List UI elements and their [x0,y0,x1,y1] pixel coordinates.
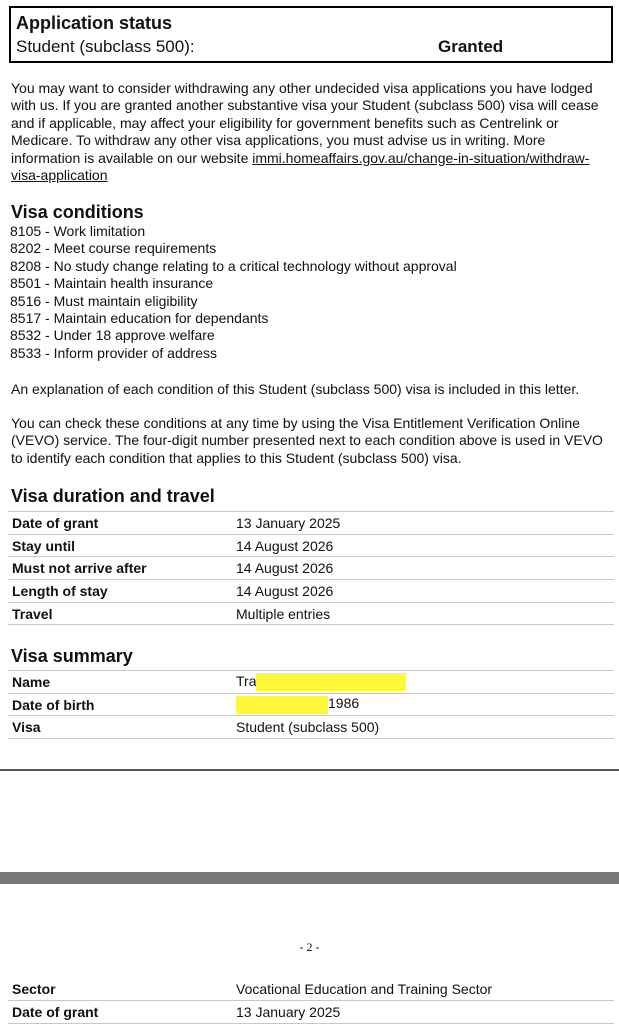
table-row [8,671,614,694]
table-row [8,534,614,557]
withdraw-paragraph [11,80,611,184]
condition-item: 8533 - Inform provider of address [10,344,217,361]
name-label: Name [8,671,232,694]
dob-value [232,693,614,716]
table-row [8,693,614,716]
row-label: Sector [8,978,232,1001]
vevo-paragraph: You can check these conditions at any time by using the Visa Entitlement Verification Online (VEVO) service. The four-digit number presented next to each condition above is used in VEVO to identify each condition that applies to this Student (subclass 500) visa. [11,415,603,466]
row-label: Stay until [8,534,232,557]
condition-item: 8516 - Must maintain eligibility [10,292,198,309]
row-label: Date of grant [8,1001,232,1024]
table-row [8,716,614,739]
row-label: Length of stay [8,580,232,603]
page2-table [8,978,614,1024]
row-value: Multiple entries [232,602,614,625]
table-row [8,1001,614,1024]
status-row [16,35,605,59]
condition-item: 8501 - Maintain health insurance [10,275,214,292]
redaction-highlight [256,673,406,691]
row-value: 13 January 2025 [232,1001,614,1024]
row-value: 14 August 2026 [232,534,614,557]
name-value [232,671,614,694]
condition-item: 8208 - No study change relating to a critical technology without approval [10,257,457,274]
page-end-divider [0,769,619,771]
visa-label: Visa [8,716,232,739]
page-number: - 2 - [299,940,320,954]
withdraw-text: You may want to consider withdrawing any other undecided visa applications you have lodged with us. If you are granted another substantive visa your Student (subclass 500) visa will cease and if applicable, may affect your eligibility for government benefits such as Centrelink or Medicare. To withdraw any other visa applications, you must advise us in writing. More information is available on our website [11,80,599,166]
visa-duration-heading: Visa duration and travel [11,486,215,506]
condition-item: 8532 - Under 18 approve welfare [10,327,215,344]
condition-item: 8517 - Maintain education for dependants [10,310,269,327]
condition-item: 8105 - Work limitation [10,223,146,239]
row-value: 14 August 2026 [232,580,614,603]
application-status-title: Application status [16,13,173,33]
row-value: 13 January 2025 [232,512,614,535]
row-value: 14 August 2026 [232,557,614,580]
table-row [8,978,614,1001]
status-label: Student (subclass 500): [16,37,195,56]
row-label: Travel [8,602,232,625]
visa-conditions-heading: Visa conditions [11,202,144,222]
visa-summary-heading: Visa summary [11,646,133,666]
table-row [8,512,614,535]
application-status-box [9,6,613,63]
visa-conditions-list [10,223,457,362]
table-row [8,580,614,603]
status-value: Granted [438,37,504,56]
redaction-highlight [236,696,328,714]
row-label: Must not arrive after [8,557,232,580]
conditions-explanation: An explanation of each condition of this Student (subclass 500) visa is included in this letter. [11,381,580,397]
row-value: Vocational Education and Training Sector [232,978,614,1001]
condition-item: 8202 - Meet course requirements [10,240,217,257]
table-row [8,557,614,580]
dob-label: Date of birth [8,693,232,716]
visa-duration-table [8,511,614,625]
name-visible-text: Tra [236,672,257,689]
visa-value: Student (subclass 500) [232,716,614,739]
withdraw-info-link[interactable]: immi.homeaffairs.gov.au/change-in-situation/withdraw-visa-application [11,149,590,184]
dob-visible-text: 1986 [328,695,360,712]
table-row [8,602,614,625]
page-gap [0,872,619,884]
visa-summary-table [8,670,614,739]
row-label: Date of grant [8,512,232,535]
